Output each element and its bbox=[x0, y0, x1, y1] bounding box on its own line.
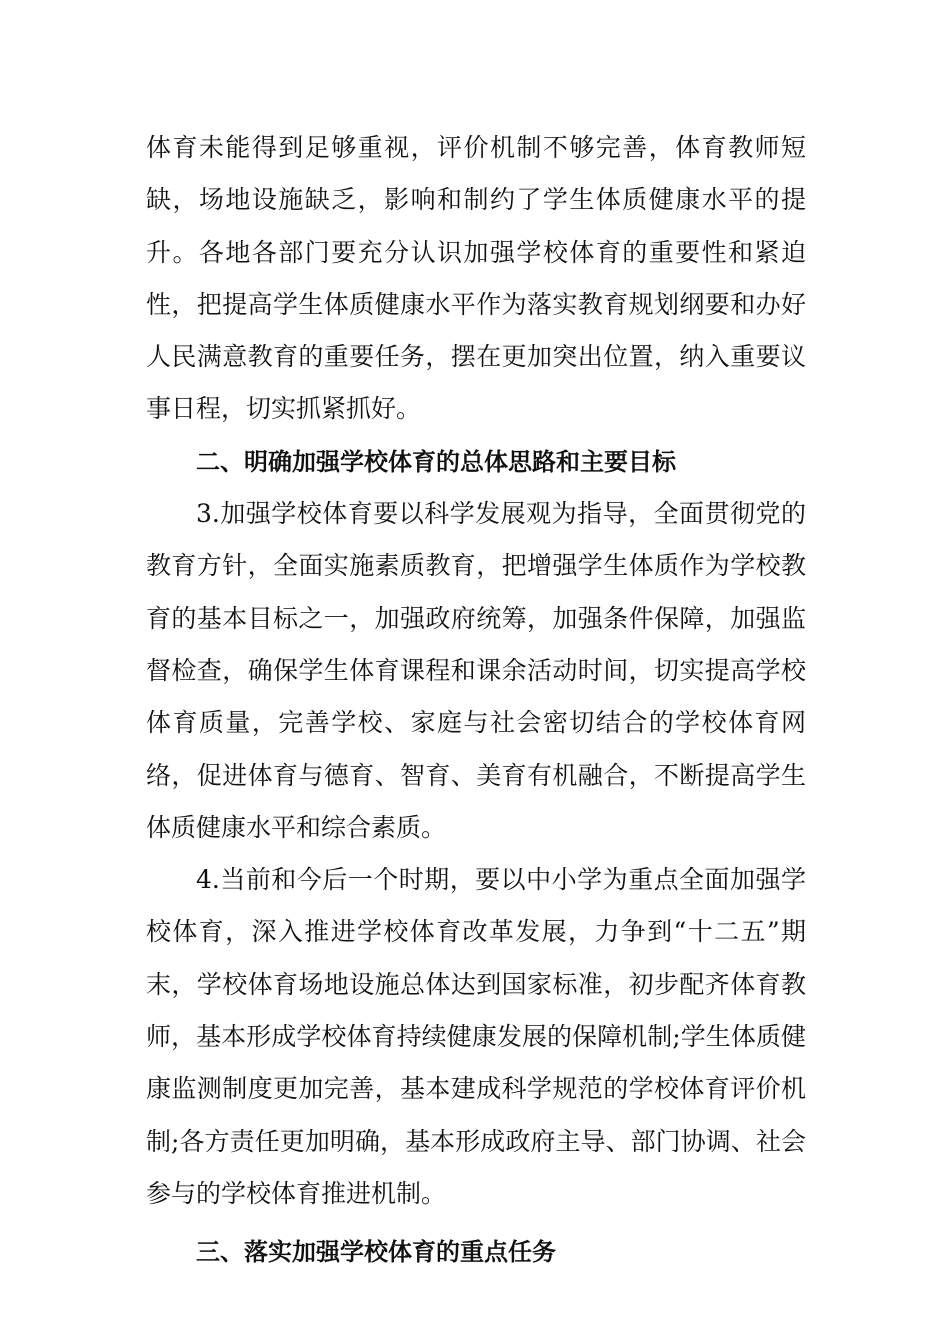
paragraph-continuation: 体育未能得到足够重视，评价机制不够完善，体育教师短缺，场地设施缺乏，影响和制约了学生体质健康水平的提升。各地各部门要充分认识加强学校体育的重要性和紧迫性，把提高学生体质健康水平作为落实教育规划纲要和办好人民满意教育的重要任务，摆在更加突出位置，纳入重要议事日程，切实抓紧抓好。 bbox=[146, 133, 806, 424]
paragraph-item-3: 3.加强学校体育要以科学发展观为指导，全面贯彻党的教育方针，全面实施素质教育，把增强学生体质作为学校教育的基本目标之一，加强政府统筹，加强条件保障，加强监督检查，确保学生体育课程和课余活动时间，切实提高学校体育质量，完善学校、家庭与社会密切结合的学校体育网络，促进体育与德育、智育、美育有机融合，不断提高学生体质健康水平和综合素质。 bbox=[146, 499, 806, 842]
document-body bbox=[146, 122, 806, 1279]
paragraph-item-4: 4.当前和今后一个时期，要以中小学为重点全面加强学校体育，深入推进学校体育改革发展，力争到“十二五”期末，学校体育场地设施总体达到国家标准，初步配齐体育教师，基本形成学校体育持续健康发展的保障机制;学生体质健康监测制度更加完善，基本建成科学规范的学校体育评价机制;各方责任更加明确，基本形成政府主导、部门协调、社会参与的学校体育推进机制。 bbox=[146, 865, 806, 1208]
section-heading-3: 三、落实加强学校体育的重点任务 bbox=[196, 1238, 556, 1267]
section-heading-2: 二、明确加强学校体育的总体思路和主要目标 bbox=[196, 447, 676, 476]
